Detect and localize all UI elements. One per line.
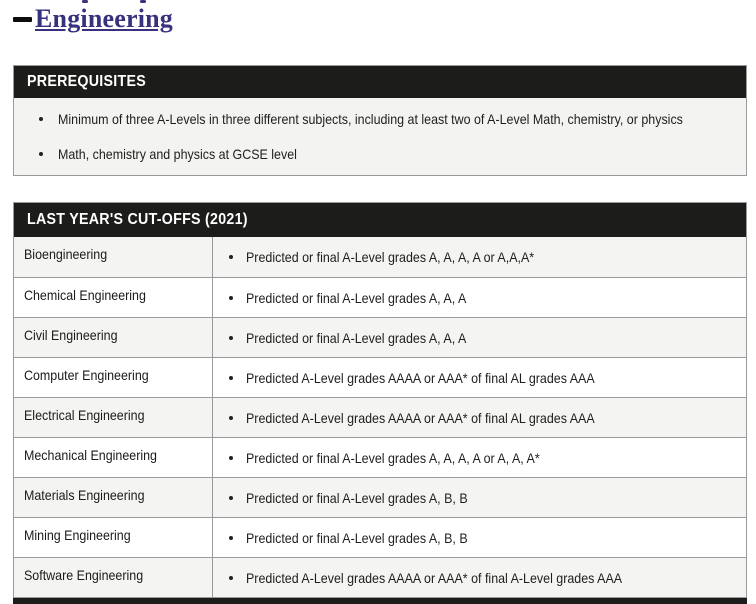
section-heading: [13, 3, 173, 35]
requirement-text: Predicted or final A-Level grades A, B, B: [246, 529, 468, 546]
requirement-cell: [213, 398, 746, 437]
prerequisites-panel: [13, 65, 747, 176]
table-row: [14, 357, 746, 397]
table-row: [14, 317, 746, 357]
program-cell: [14, 478, 213, 517]
requirement-text: Predicted or final A-Level grades A, A, A, A or A, A, A*: [246, 449, 540, 466]
bullet-icon: [229, 336, 233, 340]
program-cell: [14, 438, 213, 477]
bullet-icon: [39, 117, 43, 121]
program-name: Bioengineering: [24, 246, 108, 262]
program-name: Software Engineering: [24, 567, 144, 583]
bullet-icon: [39, 152, 43, 156]
program-cell: [14, 518, 213, 557]
cutoffs-table: [14, 237, 746, 597]
program-cell: [14, 358, 213, 397]
requirement-cell: [213, 278, 746, 317]
table-row: [14, 397, 746, 437]
prerequisites-list: [14, 98, 746, 175]
program-cell: [14, 278, 213, 317]
requirement-cell: [213, 438, 746, 477]
list-item: [14, 146, 746, 162]
bullet-icon: [229, 576, 233, 580]
program-name: Civil Engineering: [24, 327, 118, 343]
table-row: [14, 237, 746, 277]
program-name: Mechanical Engineering: [24, 447, 157, 463]
cutoffs-header: [14, 203, 746, 237]
bullet-icon: [229, 376, 233, 380]
requirement-text: Predicted or final A-Level grades A, A, A: [246, 329, 467, 346]
requirement-cell: [213, 237, 746, 277]
program-cell: [14, 237, 213, 277]
bullet-text: Math, chemistry and physics at GCSE level: [58, 146, 297, 162]
program-name: Chemical Engineering: [24, 287, 146, 303]
requirement-cell: [213, 358, 746, 397]
requirement-cell: [213, 518, 746, 557]
cutoffs-header-label: LAST YEAR'S CUT-OFFS (2021): [27, 211, 248, 228]
program-name: Mining Engineering: [24, 527, 131, 543]
collapse-minus-icon[interactable]: [13, 17, 32, 22]
bullet-icon: [229, 255, 233, 259]
table-row: [14, 477, 746, 517]
cutoffs-panel: [13, 202, 747, 598]
requirement-text: Predicted A-Level grades AAAA or AAA* of final A-Level grades AAA: [246, 569, 623, 586]
table-row: [14, 517, 746, 557]
program-cell: [14, 558, 213, 597]
program-cell: [14, 318, 213, 357]
next-section-header-cropped: [13, 598, 747, 604]
requirement-text: Predicted or final A-Level grades A, A, A, A or A,A,A*: [246, 249, 535, 265]
bullet-icon: [229, 296, 233, 300]
requirement-cell: [213, 318, 746, 357]
bullet-icon: [229, 536, 233, 540]
table-row: [14, 277, 746, 317]
requirement-cell: [213, 478, 746, 517]
bullet-icon: [229, 416, 233, 420]
requirement-cell: [213, 558, 746, 597]
requirement-text: Predicted A-Level grades AAAA or AAA* of final AL grades AAA: [246, 409, 595, 426]
program-name: Electrical Engineering: [24, 407, 145, 423]
program-name: Materials Engineering: [24, 487, 145, 503]
requirement-text: Predicted or final A-Level grades A, A, A: [246, 289, 467, 306]
bullet-text: Minimum of three A-Levels in three different subjects, including at least two of A-Level Math, chemistry, or physics: [58, 111, 683, 127]
program-cell: [14, 398, 213, 437]
program-name: Computer Engineering: [24, 367, 149, 383]
table-row: [14, 557, 746, 597]
table-row: [14, 437, 746, 477]
requirement-text: Predicted or final A-Level grades A, B, B: [246, 489, 468, 506]
bullet-icon: [229, 496, 233, 500]
bullet-icon: [229, 456, 233, 460]
list-item: [14, 111, 746, 127]
prerequisites-header-label: PREREQUISITES: [27, 73, 147, 90]
requirement-text: Predicted A-Level grades AAAA or AAA* of final AL grades AAA: [246, 369, 595, 386]
engineering-link[interactable]: Engineering: [35, 4, 173, 34]
prerequisites-header: [14, 66, 746, 98]
